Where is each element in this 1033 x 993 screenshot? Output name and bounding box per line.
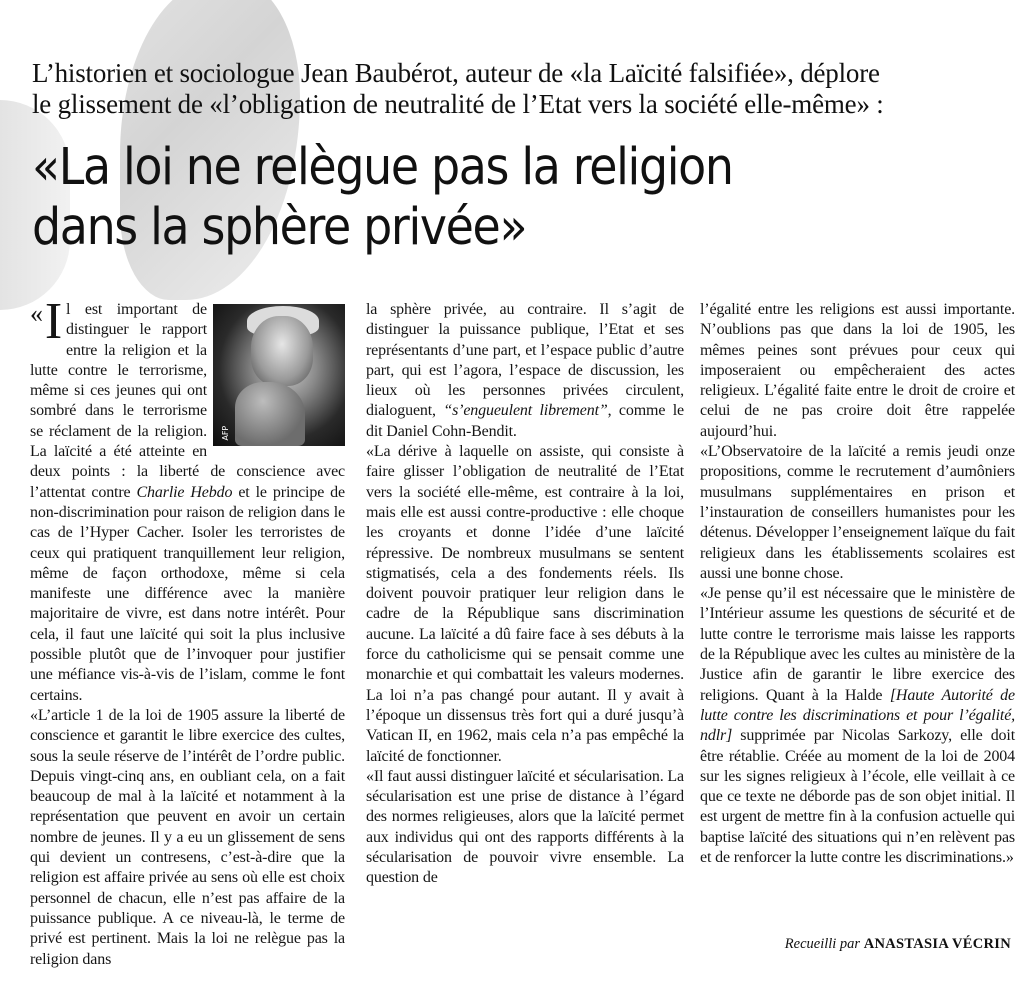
photo-head xyxy=(251,316,313,386)
article-column-1 xyxy=(30,293,345,970)
article-byline xyxy=(785,936,1011,953)
headline-line-1: «La loi ne relègue pas la religion xyxy=(32,138,733,197)
column2-paragraph-1: la sphère privée, au contraire. Il s’agit de distinguer la puissance publique, l’Etat et ses représentants d’une part, et l’espace public d’autre part, qui est l’agora, l’espace de discussion, les lieux où les personnes privées circulent, dialoguent, “s’engueulent librement”, comme le dit Daniel Cohn-Bendit. xyxy=(366,301,684,440)
column1-paragraph-1: « I l est important de distinguer le rapport entre la religion et la lutte contre le terrorisme, même si ces jeunes qui ont sombré dans le terrorisme se réclament de la religion. La laïcité a été atteinte en deux points : la liberté de conscience avec l’attentat contre Charlie Hebdo et le principe de non-discrimination pour raison de religion dans le cas de l’Hyper Cacher. Isoler les terroristes de ceux qui pratiquent tranquillement leur religion, même de façon orthodoxe, même si cela manifeste une différence avec la manière majoritaire de vivre, est dans notre intérêt. Pour cela, il faut une laïcité qui soit la plus inclusive possible plutôt que de l’invoquer pour justifier une méfiance vis-à-vis de l’islam, comme le font certains. xyxy=(30,293,345,704)
kicker-line-2: le glissement de «l’obligation de neutralité de l’Etat vers la société elle-même» : xyxy=(32,89,884,119)
column3-paragraph-1: l’égalité entre les religions est aussi importante. N’oublions pas que dans la loi de 1905, les mêmes peines sont prévues pour ceux qui imposeraient ou empêcheraient des actes religieux. L’égalité faite entre le droit de croire et celui de ne pas croire doit être rappelée aujourd’hui. xyxy=(700,301,1015,440)
photo-credit: AFP xyxy=(221,425,230,440)
italic-quote-cohn-bendit: “s’engueulent librement” xyxy=(443,402,608,420)
author-photo xyxy=(213,304,345,446)
drop-cap: I xyxy=(44,293,63,350)
article-column-3 xyxy=(700,300,1015,868)
byline-author: ANASTASIA VÉCRIN xyxy=(863,936,1011,952)
italic-halde-note: [Haute Autorité de lutte contre les discriminations et pour l’égalité, ndlr] xyxy=(700,686,1015,745)
column3-paragraph-2: «L’Observatoire de la laïcité a remis jeudi onze propositions, comme le recrutement d’aumôniers musulmans supplémentaires en prison et l’instauration de conseillers humanistes pour les détenus. Développer l’enseignement laïque du fait religieux dans les établissements scolaires est aussi une bonne chose. xyxy=(700,443,1015,582)
column3-paragraph-3: «Je pense qu’il est nécessaire que le ministère de l’Intérieur assume les questions de sécurité et de lutte contre le terrorisme mais laisse les rapports de la République avec les cultes au ministère de la Justice afin de garantir le libre exercice des religions. Quant à la Halde [Haute Autorité de lutte contre les discriminations et pour l’égalité, ndlr] supprimée par Nicolas Sarkozy, elle doit être rétablie. Créée au moment de la loi de 2004 sur les signes religieux à l’école, elle veillait à ce que ce texte ne déborde pas de son objet initial. Il est urgent de mettre fin à la confusion actuelle qui baptise laïcité des situations qui n’en relèvent pas et de renforcer la lutte contre les discriminations.» xyxy=(700,585,1015,867)
byline-prefix: Recueilli par xyxy=(784,936,861,952)
photo-hand xyxy=(235,382,305,446)
column1-paragraph-2: «L’article 1 de la loi de 1905 assure la liberté de conscience et garantit le libre exercice des cultes, sous la seule réserve de l’intérêt de l’ordre public. Depuis vingt-cinq ans, en oubliant cela, on a fait beaucoup de mal à la laïcité et notamment à la représentation que peuvent en avoir un certain nombre de jeunes. Il y a eu un glissement de sens qui devient un contresens, c’est-à-dire que la religion est affaire privée au sens où elle est choix personnel de chacun, elle n’est pas affaire de la puissance publique. A ce niveau-là, le terme de privé est pertinent. Mais la loi ne relègue pas la religion dans xyxy=(30,706,345,968)
article-column-2 xyxy=(366,300,684,889)
kicker-line-1: L’historien et sociologue Jean Baubérot, auteur de «la Laïcité falsifiée», déplore xyxy=(32,58,880,88)
column2-paragraph-3: «Il faut aussi distinguer laïcité et sécularisation. La sécularisation est une prise de distance à l’égard des normes religieuses, alors que la laïcité permet aux individus qui ont des rapports différents à la sécularisation de pouvoir vivre ensemble. La question de xyxy=(366,767,684,887)
opening-quote-mark: « xyxy=(30,299,43,328)
headline-line-2: dans la sphère privée» xyxy=(32,198,527,257)
italic-charlie-hebdo: Charlie Hebdo xyxy=(136,483,233,501)
article-headline xyxy=(32,138,923,258)
article-kicker xyxy=(32,58,1022,120)
column2-paragraph-2: «La dérive à laquelle on assiste, qui consiste à faire glisser l’obligation de neutralité de l’Etat vers la société elle-même, est contraire à la loi, mais elle est aussi contre-productive : elle choque les croyants et donne l’idée d’une laïcité répressive. De nombreux musulmans se sentent stigmatisés, cela a des fondements réels. Ils doivent pouvoir pratiquer leur religion dans le cadre de la République sans discrimination aucune. La laïcité a dû faire face à ses débuts à la force du catholicisme qui se pensait comme une monarchie et qui combattait les valeurs modernes. La loi n’a pas changé pour autant. Il y avait à l’époque un dissensus très fort qui a duré jusqu’à Vatican II, en 1962, mais cela n’a pas empêché la laïcité de fonctionner. xyxy=(366,443,684,765)
